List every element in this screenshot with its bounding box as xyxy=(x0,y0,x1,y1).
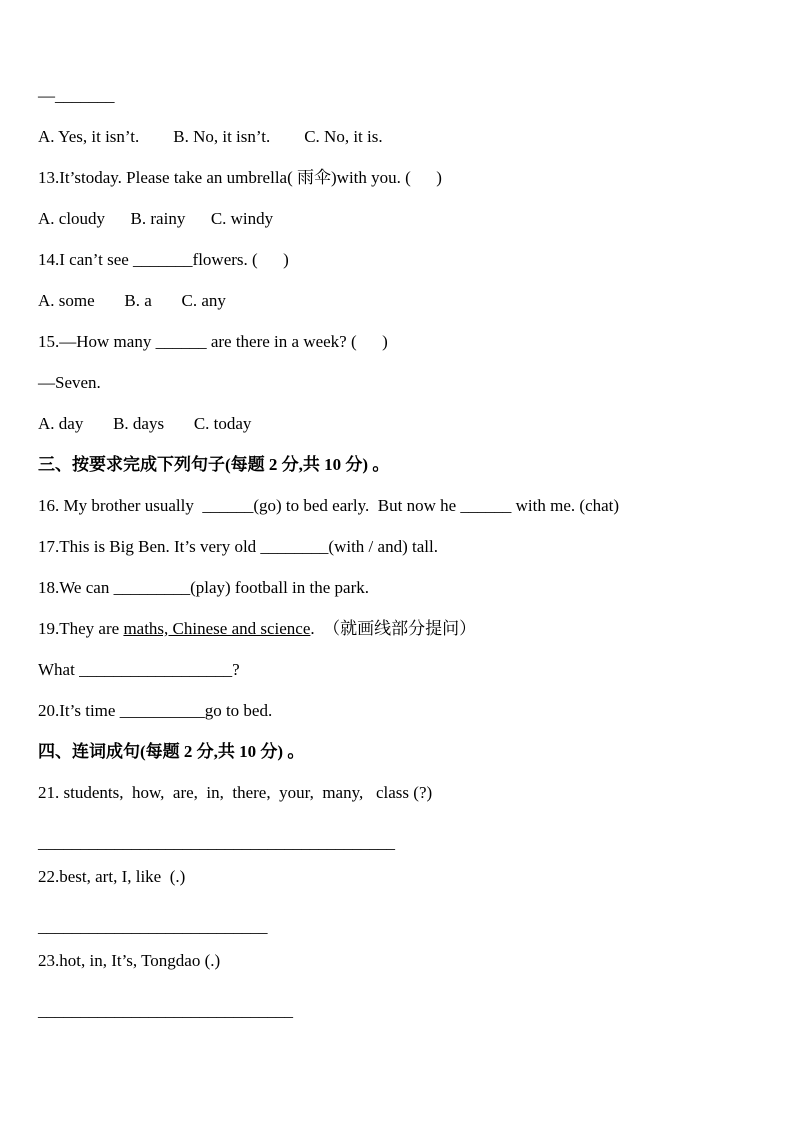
q19-answer-line: What __________________? xyxy=(38,660,240,679)
section4-heading: 四、连词成句(每题 2 分,共 10 分) 。 xyxy=(38,742,305,761)
q22-answer-blank: ___________________________ xyxy=(38,917,268,936)
q12-answer-dash-line: —_______ xyxy=(38,86,115,105)
q19-underlined-part: maths, Chinese and science xyxy=(123,619,311,638)
q19-suffix: . （就画线部分提问） xyxy=(310,619,477,638)
q13-stem: 13.It’stoday. Please take an umbrella( 雨伞)with you. ( ) xyxy=(38,168,442,187)
q15-answer: —Seven. xyxy=(38,373,101,392)
q20-stem: 20.It’s time __________go to bed. xyxy=(38,701,273,720)
q15-stem: 15.—How many ______ are there in a week? ( ) xyxy=(38,332,388,351)
q19-prefix: 19.They are xyxy=(38,619,124,638)
q21-stem: 21. students, how, are, in, there, your, many, class (?) xyxy=(38,783,433,802)
q16-stem: 16. My brother usually ______(go) to bed early. But now he ______ with me. (chat) xyxy=(38,496,620,515)
q12-options: A. Yes, it isn’t. B. No, it isn’t. C. No, it is. xyxy=(38,127,383,146)
q18-stem: 18.We can _________(play) football in the park. xyxy=(38,578,369,597)
q17-stem: 17.This is Big Ben. It’s very old ________(with / and) tall. xyxy=(38,537,438,556)
q14-options: A. some B. a C. any xyxy=(38,291,226,310)
q21-answer-blank: __________________________________________ xyxy=(38,833,395,852)
section3-heading: 三、按要求完成下列句子(每题 2 分,共 10 分) 。 xyxy=(38,455,390,474)
q14-stem: 14.I can’t see _______flowers. ( ) xyxy=(38,250,289,269)
q23-answer-blank: ______________________________ xyxy=(38,1001,293,1020)
q15-options: A. day B. days C. today xyxy=(38,414,252,433)
q13-options: A. cloudy B. rainy C. windy xyxy=(38,209,274,228)
q22-stem: 22.best, art, I, like (.) xyxy=(38,867,186,886)
q23-stem: 23.hot, in, It’s, Tongdao (.) xyxy=(38,951,221,970)
q19-stem xyxy=(38,619,754,660)
